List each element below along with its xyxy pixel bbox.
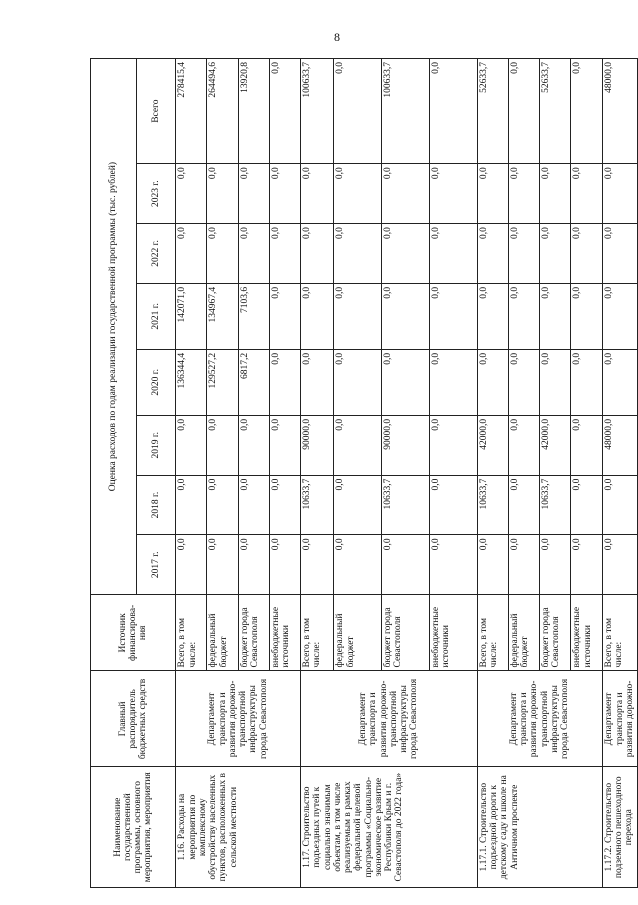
- value-cell: 0,0: [301, 224, 334, 284]
- value-cell: 42000,0: [540, 415, 571, 475]
- source-city: бюджет города Севастополя: [382, 595, 430, 671]
- value-cell: 0,0: [334, 349, 382, 415]
- total-cell: 13920,8: [238, 59, 269, 164]
- source-extra: внебюджетные источники: [429, 595, 477, 671]
- value-cell: 0,0: [429, 415, 477, 475]
- value-cell: 0,0: [176, 415, 207, 475]
- value-cell: 0,0: [238, 415, 269, 475]
- value-cell: 0,0: [176, 224, 207, 284]
- value-cell: 0,0: [571, 535, 602, 595]
- total-cell: 0,0: [334, 59, 382, 164]
- value-cell: 0,0: [334, 535, 382, 595]
- header-year: 2020 г.: [136, 349, 176, 415]
- value-cell: 0,0: [571, 283, 602, 349]
- value-cell: 0,0: [429, 283, 477, 349]
- total-cell: 278415,4: [176, 59, 207, 164]
- value-cell: 7103,6: [238, 283, 269, 349]
- value-cell: 0,0: [429, 349, 477, 415]
- item-name: 1.16. Расходы на мероприятия по комплексному обустройству населенных пунктов, расположенных в сельской местности: [176, 767, 301, 888]
- header-group-title: Оценка расходов по годам реализации государственной программы (тыс. рублей): [91, 59, 137, 595]
- value-cell: 0,0: [540, 164, 571, 224]
- value-cell: 0,0: [269, 224, 300, 284]
- source-all: Всего, в том числе:: [301, 595, 334, 671]
- value-cell: 0,0: [301, 164, 334, 224]
- table-row: [301, 59, 334, 888]
- value-cell: 129527,2: [207, 349, 238, 415]
- value-cell: 0,0: [602, 164, 637, 224]
- value-cell: 0,0: [508, 349, 539, 415]
- value-cell: 0,0: [602, 224, 637, 284]
- value-cell: 0,0: [382, 349, 430, 415]
- value-cell: 0,0: [382, 283, 430, 349]
- value-cell: 0,0: [508, 415, 539, 475]
- value-cell: 0,0: [238, 164, 269, 224]
- value-cell: 0,0: [508, 164, 539, 224]
- value-cell: 0,0: [571, 164, 602, 224]
- value-cell: 0,0: [571, 224, 602, 284]
- value-cell: 6817,2: [238, 349, 269, 415]
- table-row: [477, 59, 508, 888]
- table-row: [176, 59, 207, 888]
- value-cell: 0,0: [540, 224, 571, 284]
- item-name: 1.17. Строительство подъездных путей к социально значимым объектам, в том числе реализуемым в рамках федеральной целевой программы «Социально-экономическое развитие Республики Крым и г. Севастополя до 2022 года»: [301, 767, 478, 888]
- value-cell: 0,0: [334, 283, 382, 349]
- value-cell: 10633,7: [382, 475, 430, 535]
- value-cell: 0,0: [301, 535, 334, 595]
- value-cell: 136344,4: [176, 349, 207, 415]
- value-cell: 0,0: [602, 475, 637, 535]
- source-all: Всего, в том числе:: [602, 595, 637, 671]
- value-cell: 134967,4: [207, 283, 238, 349]
- value-cell: 0,0: [269, 349, 300, 415]
- value-cell: 0,0: [508, 535, 539, 595]
- value-cell: 0,0: [540, 283, 571, 349]
- header-year: 2018 г.: [136, 475, 176, 535]
- value-cell: 0,0: [207, 415, 238, 475]
- value-cell: 0,0: [477, 283, 508, 349]
- value-cell: 10633,7: [540, 475, 571, 535]
- source-all: Всего, в том числе:: [477, 595, 508, 671]
- value-cell: 0,0: [238, 535, 269, 595]
- header-source: Источник финансирова-ния: [91, 595, 176, 671]
- value-cell: 0,0: [382, 535, 430, 595]
- value-cell: 90000,0: [301, 415, 334, 475]
- value-cell: 0,0: [429, 535, 477, 595]
- total-cell: 52633,7: [540, 59, 571, 164]
- value-cell: 10633,7: [301, 475, 334, 535]
- header-year: 2023 г.: [136, 164, 176, 224]
- header-name: Наименование государственной программы, основного мероприятия, мероприятия: [91, 767, 176, 888]
- header-year: 2022 г.: [136, 224, 176, 284]
- value-cell: 0,0: [269, 283, 300, 349]
- source-federal: федеральный бюджет: [207, 595, 238, 671]
- header-year: 2019 г.: [136, 415, 176, 475]
- value-cell: 0,0: [508, 475, 539, 535]
- item-admin: Департамент транспорта и развития дорожно-транспортной инфраструктуры города Севастополя: [477, 671, 602, 767]
- value-cell: 0,0: [238, 475, 269, 535]
- total-cell: 0,0: [508, 59, 539, 164]
- source-federal: федеральный бюджет: [334, 595, 382, 671]
- value-cell: 0,0: [269, 164, 300, 224]
- source-all: Всего, в том числе:: [176, 595, 207, 671]
- value-cell: 0,0: [477, 535, 508, 595]
- value-cell: 0,0: [207, 164, 238, 224]
- value-cell: 0,0: [571, 475, 602, 535]
- value-cell: 0,0: [334, 164, 382, 224]
- header-year: 2021 г.: [136, 283, 176, 349]
- value-cell: 0,0: [477, 349, 508, 415]
- value-cell: 0,0: [207, 475, 238, 535]
- value-cell: 90000,0: [382, 415, 430, 475]
- value-cell: 0,0: [429, 164, 477, 224]
- value-cell: 0,0: [176, 535, 207, 595]
- page-number: 8: [334, 30, 340, 44]
- total-cell: 100633,7: [301, 59, 334, 164]
- table-row: [602, 59, 637, 888]
- total-cell: 0,0: [429, 59, 477, 164]
- value-cell: 0,0: [540, 535, 571, 595]
- value-cell: 142071,0: [176, 283, 207, 349]
- source-extra: внебюджетные источники: [571, 595, 602, 671]
- value-cell: 0,0: [238, 224, 269, 284]
- value-cell: 0,0: [382, 224, 430, 284]
- expenditure-table: [90, 58, 638, 888]
- source-federal: федеральный бюджет: [508, 595, 539, 671]
- value-cell: 0,0: [207, 224, 238, 284]
- value-cell: 0,0: [176, 475, 207, 535]
- item-name: 1.17.1. Строительство подъездной дороги к детскому саду и школе на Античном проспекте: [477, 767, 602, 888]
- value-cell: 0,0: [301, 283, 334, 349]
- value-cell: 0,0: [207, 535, 238, 595]
- header-admin: Главный распорядитель бюджетных средств: [91, 671, 176, 767]
- header-total: Всего: [136, 59, 176, 164]
- value-cell: 42000,0: [477, 415, 508, 475]
- value-cell: 0,0: [508, 283, 539, 349]
- rotated-table-container: [90, 58, 638, 888]
- value-cell: 48000,0: [602, 415, 637, 475]
- source-city: бюджет города Севастополя: [540, 595, 571, 671]
- value-cell: 0,0: [269, 475, 300, 535]
- source-city: бюджет города Севастополя: [238, 595, 269, 671]
- value-cell: 0,0: [602, 283, 637, 349]
- value-cell: 0,0: [334, 475, 382, 535]
- value-cell: 0,0: [540, 349, 571, 415]
- total-cell: 0,0: [571, 59, 602, 164]
- value-cell: 0,0: [334, 415, 382, 475]
- value-cell: 0,0: [602, 349, 637, 415]
- value-cell: 0,0: [334, 224, 382, 284]
- item-admin: Департамент транспорта и развития дорожно-транспортной инфраструктуры города Севастополя: [301, 671, 478, 767]
- item-admin: Департамент транспорта и развития дорожно-: [602, 671, 637, 767]
- value-cell: 0,0: [571, 349, 602, 415]
- total-cell: 48000,0: [602, 59, 637, 164]
- total-cell: 52633,7: [477, 59, 508, 164]
- total-cell: 264494,6: [207, 59, 238, 164]
- value-cell: 0,0: [477, 224, 508, 284]
- value-cell: 0,0: [176, 164, 207, 224]
- value-cell: 0,0: [269, 535, 300, 595]
- source-extra: внебюджетные источники: [269, 595, 300, 671]
- header-year: 2017 г.: [136, 535, 176, 595]
- value-cell: 0,0: [602, 535, 637, 595]
- value-cell: 10633,7: [477, 475, 508, 535]
- value-cell: 0,0: [382, 164, 430, 224]
- value-cell: 0,0: [301, 349, 334, 415]
- item-name: 1.17.2. Строительство подземного пешеходного перехода: [602, 767, 637, 888]
- value-cell: 0,0: [477, 164, 508, 224]
- value-cell: 0,0: [429, 224, 477, 284]
- value-cell: 0,0: [571, 415, 602, 475]
- total-cell: 0,0: [269, 59, 300, 164]
- item-admin: Департамент транспорта и развития дорожно-транспортной инфраструктуры города Севастополя: [176, 671, 301, 767]
- value-cell: 0,0: [429, 475, 477, 535]
- total-cell: 100633,7: [382, 59, 430, 164]
- value-cell: 0,0: [269, 415, 300, 475]
- value-cell: 0,0: [508, 224, 539, 284]
